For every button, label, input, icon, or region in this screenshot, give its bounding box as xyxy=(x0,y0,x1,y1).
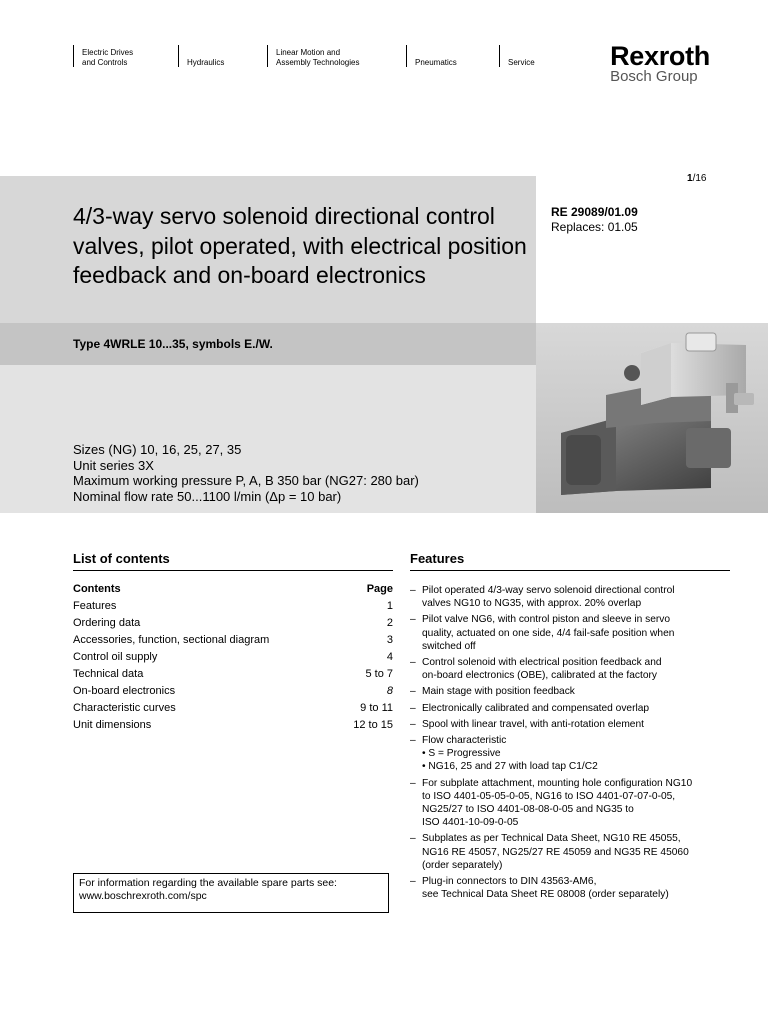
feature-line: • NG16, 25 and 27 with load tap C1/C2 xyxy=(422,761,598,773)
feature-line: Control solenoid with electrical position feedback and xyxy=(422,657,662,669)
spec-flow: Nominal flow rate 50...1100 l/min (Δp = 10 bar) xyxy=(73,488,342,504)
feature-line: Pilot valve NG6, with control piston and sleeve in servo xyxy=(422,614,671,626)
feature-line: on-board electronics (OBE), calibrated at the factory xyxy=(422,670,657,682)
feature-bullet: – xyxy=(410,657,416,669)
page-title: 4/3-way servo solenoid directional control valves, pilot operated, with electrical position feedback and on-board electronics xyxy=(73,203,527,288)
feature-text xyxy=(422,875,732,901)
feature-bullet: – xyxy=(410,686,416,698)
features-list xyxy=(410,584,732,904)
nav-pneumatics[interactable]: Pneumatics xyxy=(406,45,457,67)
contents-table xyxy=(73,583,393,736)
re-number: RE 29089/01.09 xyxy=(551,205,638,219)
feature-line: Electronically calibrated and compensated overlap xyxy=(422,702,650,714)
feature-text xyxy=(422,777,732,830)
feature-text xyxy=(422,832,732,872)
spec-series: Unit series 3X xyxy=(73,457,154,473)
feature-line: • S = Progressive xyxy=(422,748,501,760)
feature-item xyxy=(410,685,732,698)
feature-line: valves NG10 to NG35, with approx. 20% overlap xyxy=(422,598,642,610)
contents-row[interactable]: On-board electronics 8 xyxy=(73,685,393,697)
brand-name: Rexroth xyxy=(610,41,710,71)
feature-bullet: – xyxy=(410,876,416,888)
feature-line: quality, actuated on one side, 4/4 fail-safe position when xyxy=(422,627,675,639)
feature-line: Subplates as per Technical Data Sheet, NG10 RE 45055, xyxy=(422,833,681,845)
specs-list xyxy=(73,442,419,504)
feature-line: For subplate attachment, mounting hole configuration NG10 xyxy=(422,777,693,789)
valve-illustration xyxy=(536,323,768,513)
nav-hydraulics[interactable]: Hydraulics xyxy=(178,45,224,67)
nav-electric-drives[interactable]: Electric Drives and Controls xyxy=(73,45,133,67)
feature-text xyxy=(422,584,732,610)
feature-bullet: – xyxy=(410,735,416,747)
contents-row[interactable]: Control oil supply 4 xyxy=(73,651,393,663)
feature-item xyxy=(410,875,732,901)
feature-line: to ISO 4401-05-05-0-05, NG16 to ISO 4401-07-07-0-05, xyxy=(422,790,676,802)
feature-bullet: – xyxy=(410,702,416,714)
feature-bullet: – xyxy=(410,614,416,626)
contents-row[interactable]: Technical data 5 to 7 xyxy=(73,668,393,680)
spare-parts-note xyxy=(73,873,389,913)
feature-line: Spool with linear travel, with anti-rotation element xyxy=(422,718,644,730)
feature-item xyxy=(410,584,732,610)
feature-text xyxy=(422,656,732,682)
feature-text xyxy=(422,734,732,774)
spec-sizes: Sizes (NG) 10, 16, 25, 27, 35 xyxy=(73,442,242,457)
feature-bullet: – xyxy=(410,585,416,596)
contents-row[interactable]: Accessories, function, sectional diagram 3 xyxy=(73,634,393,646)
spare-parts-text: For information regarding the available spare parts see: xyxy=(79,877,337,889)
contents-heading: List of contents xyxy=(73,551,393,571)
nav-service[interactable]: Service xyxy=(499,45,535,67)
feature-line: Plug-in connectors to DIN 43563-AM6, xyxy=(422,876,597,888)
feature-line: ISO 4401-10-09-0-05 xyxy=(422,817,519,829)
brand-logo xyxy=(610,42,710,85)
page-number: 1/16 xyxy=(687,173,707,184)
feature-item xyxy=(410,832,732,872)
contents-row[interactable]: Unit dimensions 12 to 15 xyxy=(73,719,393,731)
feature-item xyxy=(410,777,732,830)
feature-text xyxy=(422,685,732,698)
contents-row[interactable]: Ordering data 2 xyxy=(73,617,393,629)
contents-col-page: Page xyxy=(366,583,393,595)
spec-pressure: Maximum working pressure P, A, B 350 bar (NG27: 280 bar) xyxy=(73,473,419,488)
feature-line: (order separately) xyxy=(422,859,503,871)
feature-item xyxy=(410,613,732,653)
feature-text xyxy=(422,702,732,715)
feature-line: see Technical Data Sheet RE 08008 (order separately) xyxy=(422,889,669,901)
contents-header-row xyxy=(73,583,393,600)
feature-bullet: – xyxy=(410,718,416,730)
feature-line: Flow characteristic xyxy=(422,735,507,747)
feature-item xyxy=(410,734,732,774)
feature-line: switched off xyxy=(422,640,476,652)
feature-bullet: – xyxy=(410,777,416,789)
feature-item xyxy=(410,702,732,715)
spare-parts-link[interactable]: www.boschrexroth.com/spc xyxy=(79,890,207,902)
feature-line: NG25/27 to ISO 4401-08-08-0-05 and NG35 to xyxy=(422,804,634,816)
contents-row[interactable]: Characteristic curves 9 to 11 xyxy=(73,702,393,714)
feature-item xyxy=(410,656,732,682)
nav-linear-motion[interactable]: Linear Motion and Assembly Technologies xyxy=(267,45,359,67)
replaces-note: Replaces: 01.05 xyxy=(551,220,638,234)
brand-sub: Bosch Group xyxy=(610,68,698,85)
feature-text xyxy=(422,718,732,731)
feature-item xyxy=(410,718,732,731)
contents-row[interactable]: Features 1 xyxy=(73,600,393,612)
type-line: Type 4WRLE 10...35, symbols E./W. xyxy=(73,337,273,351)
feature-line: Pilot operated 4/3-way servo solenoid directional control xyxy=(422,585,675,596)
feature-text xyxy=(422,613,732,653)
contents-col-label: Contents xyxy=(73,583,121,595)
product-image xyxy=(536,323,768,513)
features-heading: Features xyxy=(410,551,730,571)
feature-line: NG16 RE 45057, NG25/27 RE 45059 and NG35 RE 45060 xyxy=(422,846,689,858)
feature-line: Main stage with position feedback xyxy=(422,686,575,698)
feature-bullet: – xyxy=(410,833,416,845)
